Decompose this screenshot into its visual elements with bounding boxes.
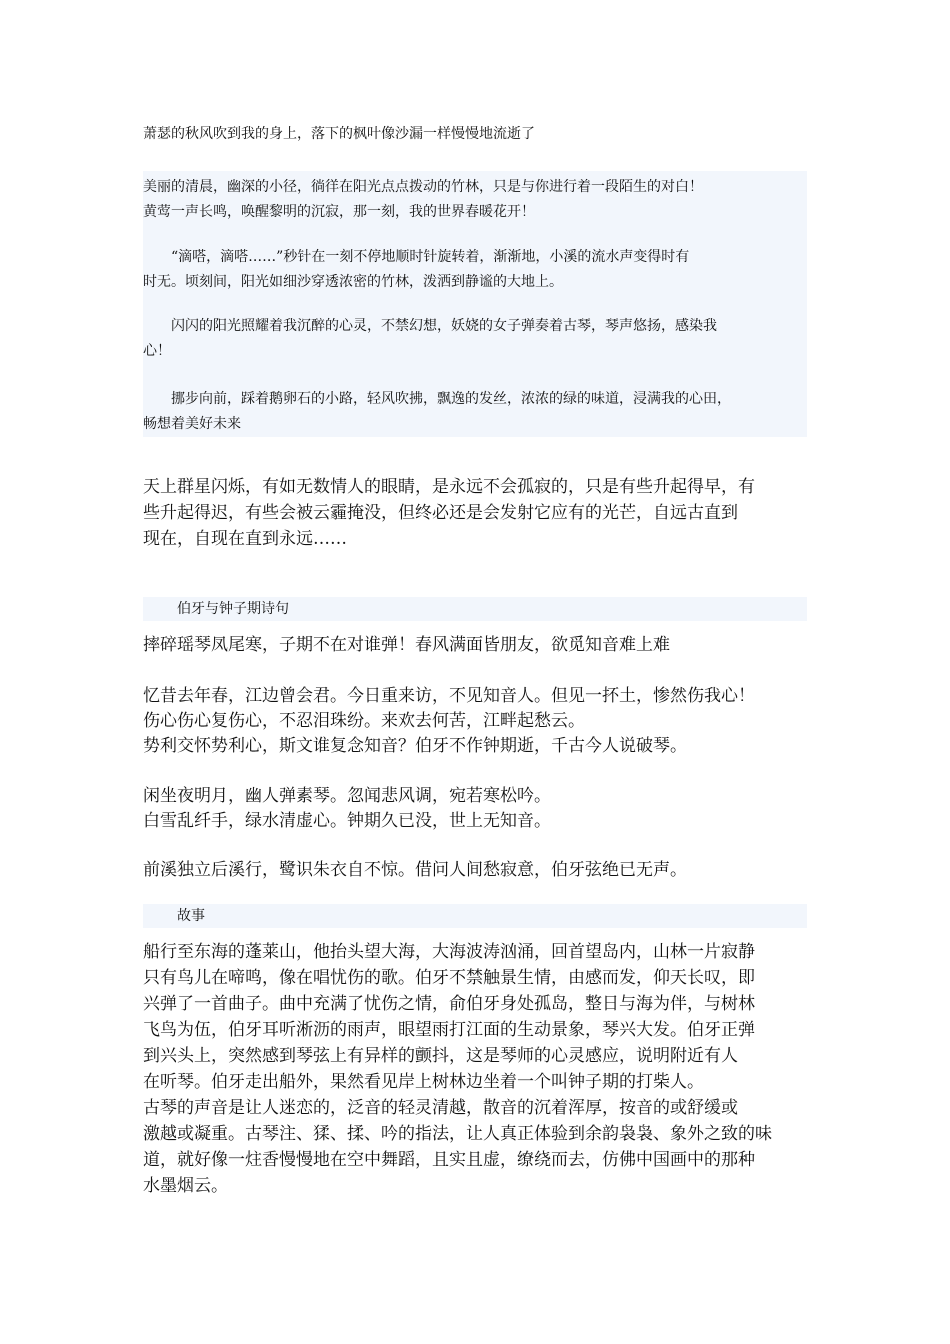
text-line: 飞鸟为伍，伯牙耳听淅沥的雨声，眼望雨打江面的生动景象，琴兴大发。伯牙正弹: [143, 1020, 755, 1040]
text-line: 只有鸟儿在啼鸣，像在唱忧伤的歌。伯牙不禁触景生情，由感而发，仰天长叹，即: [143, 968, 755, 988]
text-line: 美丽的清晨，幽深的小径，徜徉在阳光点点拨动的竹林，只是与你进行着一段陌生的对白！: [143, 179, 703, 195]
story-paragraph: [143, 939, 807, 1199]
text-line: 水墨烟云。: [143, 1176, 228, 1196]
text-line: 激越或凝重。古琴注、猱、揉、吟的指法，让人真正体验到余韵袅袅、象外之致的味: [143, 1124, 772, 1144]
section-heading-poems: [143, 597, 807, 621]
intro-paragraph-2: [143, 245, 807, 295]
text-line: 白雪乱纤手，绿水清虚心。钟期久已没，世上无知音。: [143, 811, 551, 831]
text-line: 畅想着美好未来: [143, 416, 241, 432]
text-line: 摔碎瑶琴凤尾寒，子期不在对谁弹！春风满面皆朋友，欲觅知音难上难: [143, 635, 670, 655]
section-heading-text: 伯牙与钟子期诗句: [177, 601, 289, 617]
text-line: 现在，自现在直到永远……: [143, 529, 347, 549]
text-line: 些升起得迟，有些会被云霾掩没，但终必还是会发射它应有的光芒，自远古直到: [143, 503, 738, 523]
text-line: 忆昔去年春，江边曾会君。今日重来访，不见知音人。但见一抔土，惨然伤我心！: [143, 686, 755, 706]
text-line: 古琴的声音是让人迷恋的，泛音的轻灵清越，散音的沉着浑厚，按音的或舒缓或: [143, 1098, 738, 1118]
poem-3: [143, 784, 807, 834]
text-line: 伤心伤心复伤心，不忍泪珠纷。来欢去何苦，江畔起愁云。: [143, 711, 585, 731]
text-line: “滴嗒，滴嗒……”秒针在一刻不停地顺时针旋转着，渐渐地，小溪的流水声变得时有: [143, 249, 690, 265]
text-line: 心！: [143, 343, 171, 359]
stars-paragraph: [143, 474, 755, 552]
text-line: 在听琴。伯牙走出船外，果然看见岸上树林边坐着一个叫钟子期的打柴人。: [143, 1072, 704, 1092]
poem-1: [143, 633, 807, 658]
text-line: 闪闪的阳光照耀着我沉醉的心灵，不禁幻想，妖娆的女子弹奏着古琴，琴声悠扬，感染我: [143, 318, 717, 334]
section-heading-text: 故事: [177, 908, 205, 924]
text-line: 闲坐夜明月，幽人弹素琴。忽闻悲风调，宛若寒松吟。: [143, 786, 551, 806]
intro-paragraph-1: [143, 175, 807, 225]
section-heading-story: [143, 904, 807, 928]
text-line: 势利交怀势利心，斯文谁复念知音？伯牙不作钟期逝，千古今人说破琴。: [143, 736, 687, 756]
text-line: 时无。顷刻间，阳光如细沙穿透浓密的竹林，泼洒到静谧的大地上。: [143, 274, 563, 290]
text-line: 到兴头上，突然感到琴弦上有异样的颤抖，这是琴师的心灵感应，说明附近有人: [143, 1046, 738, 1066]
text-line: 挪步向前，踩着鹅卵石的小路，轻风吹拂，飘逸的发丝，浓浓的绿的味道，浸满我的心田，: [143, 391, 731, 407]
poem-4: [143, 858, 807, 883]
text-line: 船行至东海的蓬莱山，他抬头望大海，大海波涛汹涌，回首望岛内，山林一片寂静: [143, 942, 755, 962]
intro-paragraph-3: [143, 314, 807, 364]
text-line: 前溪独立后溪行，鹭识朱衣自不惊。借问人间愁寂意，伯牙弦绝已无声。: [143, 860, 687, 880]
text-line: 天上群星闪烁，有如无数情人的眼睛，是永远不会孤寂的，只是有些升起得早，有: [143, 477, 755, 497]
text-line: 兴弹了一首曲子。曲中充满了忧伤之情，俞伯牙身处孤岛，整日与海为伴，与树林: [143, 994, 755, 1014]
opening-line: 萧瑟的秋风吹到我的身上，落下的枫叶像沙漏一样慢慢地流逝了: [143, 126, 535, 142]
text-line: 黄莺一声长鸣，唤醒黎明的沉寂，那一刻，我的世界春暖花开！: [143, 204, 535, 220]
intro-paragraph-4: [143, 387, 807, 437]
text-line: 道，就好像一炷香慢慢地在空中舞蹈，且实且虚，缭绕而去，仿佛中国画中的那种: [143, 1150, 755, 1170]
intro-shaded-block: [143, 171, 807, 437]
poem-2: [143, 684, 807, 759]
